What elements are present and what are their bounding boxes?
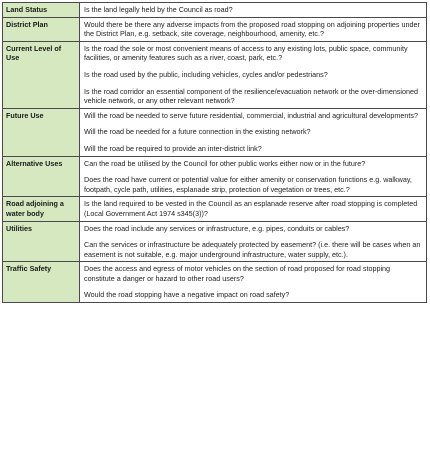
table-row — [3, 197, 427, 221]
row-label: Alternative Uses — [3, 156, 80, 197]
row-label: Future Use — [3, 108, 80, 156]
table-row — [3, 17, 427, 41]
question-text: Would there be there any adverse impacts from the proposed road stopping on adjoining properties under the District Plan, e.g. setback, site coverage, neighbourhood, amenity, etc.? — [84, 19, 420, 39]
question-text: Is the road the sole or most convenient means of access to any existing lots, public space, community facilities, or amenity features such as a river, coast, park, etc.? — [84, 43, 408, 63]
question-text: Is the road used by the public, including vehicles, cycles and/or pedestrians? — [84, 69, 328, 79]
row-questions — [80, 221, 427, 262]
row-label: Traffic Safety — [3, 262, 80, 303]
road-stopping-criteria-table — [2, 2, 427, 303]
question-text: Will the road be needed to serve future residential, commercial, industrial and agricultural developments? — [84, 110, 418, 120]
table-row — [3, 108, 427, 156]
question-text: Will the road be required to provide an inter-district link? — [84, 143, 262, 153]
table-row — [3, 221, 427, 262]
question-text: Can the services or infrastructure be adequately protected by easement? (i.e. there will be cases when an easement is not suitable, e.g. major underground infrastructure, water supply, etc.). — [84, 240, 421, 259]
question-text: Would the road stopping have a negative impact on road safety? — [84, 290, 290, 300]
row-label: Utilities — [3, 221, 80, 262]
row-questions — [80, 3, 427, 18]
table-row — [3, 262, 427, 303]
table-row — [3, 41, 427, 108]
table-row — [3, 156, 427, 197]
row-questions — [80, 17, 427, 41]
row-questions — [80, 41, 427, 108]
table-row — [3, 3, 427, 18]
row-label: Current Level of Use — [3, 41, 80, 108]
row-questions — [80, 108, 427, 156]
question-text: Can the road be utilised by the Council for other public works either now or in the future? — [84, 158, 366, 168]
question-text: Is the road corridor an essential component of the resilience/evacuation network or the over-dimensioned vehicle network, or any other relevant network? — [84, 86, 419, 106]
row-questions — [80, 156, 427, 197]
row-questions — [80, 197, 427, 221]
row-label: District Plan — [3, 17, 80, 41]
question-text: Does the road have current or potential value for either amenity or conservation functions e.g. walkway, footpath, cycle path, utilities, esplanade strip, protection of vegetation or trees, etc.? — [84, 175, 412, 194]
question-text: Does the road include any services or infrastructure, e.g. pipes, conduits or cables? — [84, 223, 350, 233]
question-text: Is the land legally held by the Council as road? — [84, 5, 233, 14]
question-text: Will the road be needed for a future connection in the existing network? — [84, 127, 311, 137]
question-text: Is the land required to be vested in the Council as an esplanade reserve after road stopping is completed (Local Government Act 1974 s345(3))? — [84, 199, 418, 218]
row-label: Land Status — [3, 3, 80, 18]
row-questions — [80, 262, 427, 303]
question-text: Does the access and egress of motor vehicles on the section of road proposed for road stopping constitute a danger or hazard to other road users? — [84, 264, 391, 283]
row-label: Road adjoining a water body — [3, 197, 80, 221]
